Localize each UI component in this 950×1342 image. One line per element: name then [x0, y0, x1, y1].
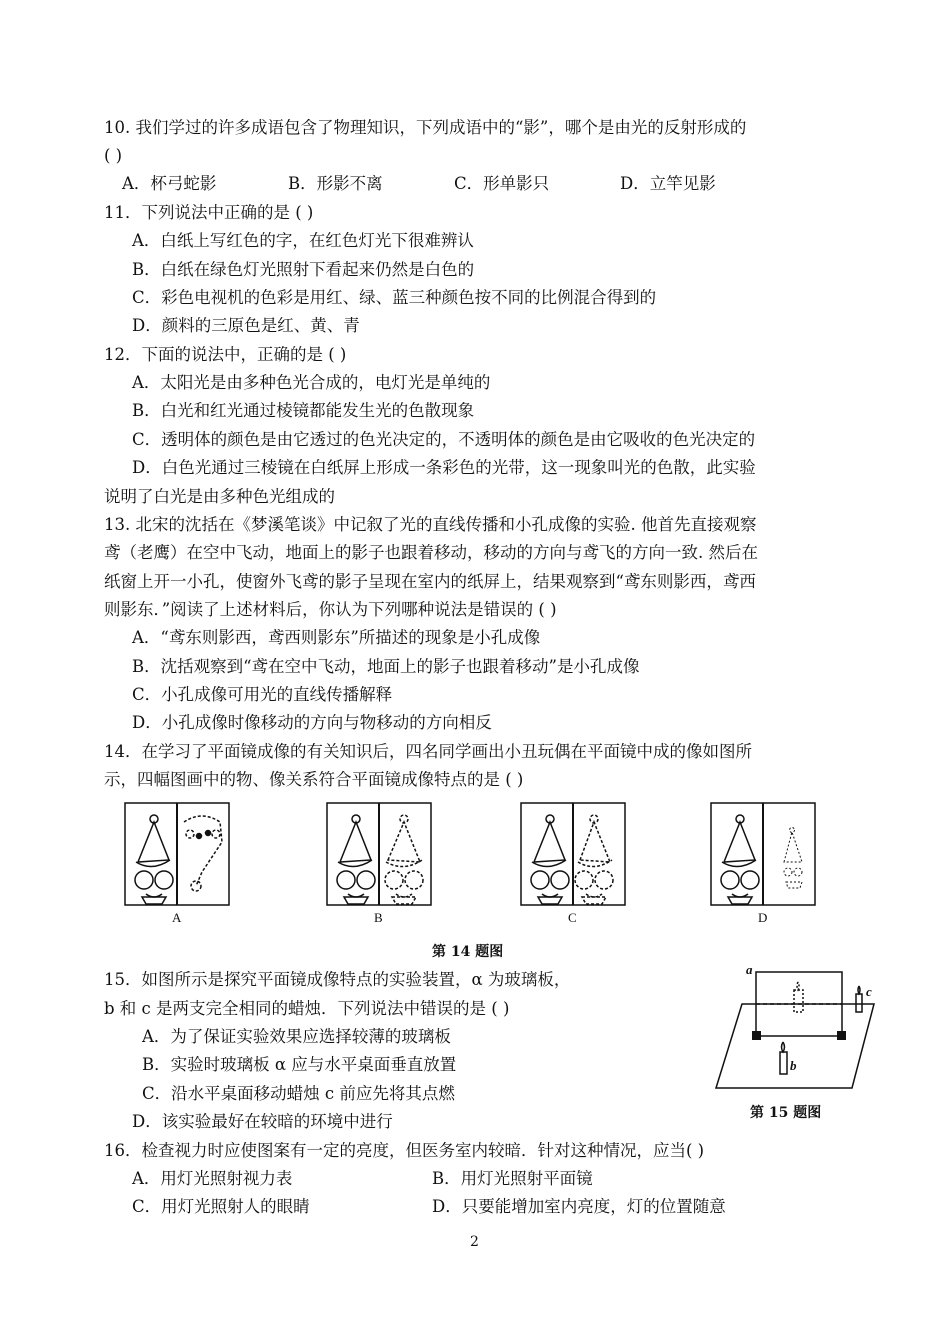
- q14-figure-c: [520, 802, 628, 908]
- q15-stem-line-1: 15．如图所示是探究平面镜成像特点的实验装置，α 为玻璃板，: [104, 970, 571, 989]
- q10-stem: 10. 我们学过的许多成语包含了物理知识，下列成语中的“影”，哪个是由光的反射形成的: [104, 118, 747, 137]
- q12-option-d: D．白色光通过三棱镜在白纸屏上形成一条彩色的光带，这一现象叫光的色散，此实验: [132, 458, 756, 477]
- q14-figure-b: [326, 802, 434, 908]
- q15-option-d: D．该实验最好在较暗的环境中进行: [132, 1112, 393, 1131]
- q10-option-a: A．杯弓蛇影: [122, 174, 217, 193]
- q10-option-c: C．形单影只: [454, 174, 550, 193]
- q14-label-d: D: [758, 910, 768, 925]
- q13-option-a: A．“鸢东则影西，鸢西则影东”所描述的现象是小孔成像: [132, 628, 541, 647]
- q13-option-c: C．小孔成像可用光的直线传播解释: [132, 685, 393, 704]
- q15-label-a: a: [746, 962, 753, 977]
- q15-caption: 第 15 题图: [750, 1105, 822, 1121]
- q10-option-b: B．形影不离: [288, 174, 383, 193]
- q14-label-b: B: [374, 910, 383, 925]
- q16-option-b: B．用灯光照射平面镜: [432, 1169, 593, 1188]
- q14-label-c: C: [568, 910, 577, 925]
- q11-option-d: D．颜料的三原色是红、黄、青: [132, 316, 360, 335]
- q12-stem: 12．下面的说法中，正确的是 ( ): [104, 345, 347, 364]
- q13-stem-line-2: 鸢（老鹰）在空中飞动，地面上的影子也跟着移动，移动的方向与鸢飞的方向一致. 然后在: [104, 543, 758, 562]
- q12-option-b: B．白光和红光通过棱镜都能发生光的色散现象: [132, 401, 475, 420]
- q14-stem-line-1: 14．在学习了平面镜成像的有关知识后，四名同学画出小丑玩偶在平面镜中成的像如图所: [104, 742, 752, 761]
- q15-option-b: B．实验时玻璃板 α 应与水平桌面垂直放置: [142, 1055, 457, 1074]
- q13-stem-line-4: 则影东．”阅读了上述材料后，你认为下列哪种说法是错误的 ( ): [104, 600, 557, 619]
- q14-caption: 第 14 题图: [432, 944, 504, 960]
- q13-stem-line-3: 纸窗上开一小孔，使窗外飞鸢的影子呈现在室内的纸屏上，结果观察到“鸢东则影西，鸢西: [104, 572, 756, 591]
- q14-figure-d: [710, 802, 818, 908]
- page-number: 2: [470, 1234, 479, 1250]
- q14-figure-a: [124, 802, 232, 908]
- q15-option-c: C．沿水平桌面移动蜡烛 c 前应先将其点燃: [142, 1084, 455, 1103]
- q12-option-d-continuation: 说明了白光是由多种色光组成的: [104, 487, 335, 506]
- q16-option-c: C．用灯光照射人的眼睛: [132, 1197, 310, 1216]
- q15-label-b: b: [790, 1058, 797, 1073]
- q14-label-a: A: [172, 910, 182, 925]
- q15-label-c: c: [866, 984, 872, 999]
- q14-stem-line-2: 示，四幅图画中的物、像关系符合平面镜成像特点的是 ( ): [104, 770, 524, 789]
- q11-option-c: C．彩色电视机的色彩是用红、绿、蓝三种颜色按不同的比例混合得到的: [132, 288, 657, 307]
- q12-option-c: C．透明体的颜色是由它透过的色光决定的，不透明体的颜色是由它吸收的色光决定的: [132, 430, 756, 449]
- q16-stem: 16．检查视力时应使图案有一定的亮度，但医务室内较暗．针对这种情况，应当( ): [104, 1141, 705, 1160]
- q15-option-a: A．为了保证实验效果应选择较薄的玻璃板: [142, 1027, 451, 1046]
- q13-option-d: D．小孔成像时像移动的方向与物移动的方向相反: [132, 713, 492, 732]
- q12-option-a: A．太阳光是由多种色光合成的，电灯光是单纯的: [132, 373, 491, 392]
- q10-option-d: D．立竿见影: [620, 174, 716, 193]
- q10-stem-bracket: ( ): [104, 146, 123, 165]
- q11-stem: 11．下列说法中正确的是 ( ): [104, 203, 314, 222]
- q11-option-b: B．白纸在绿色灯光照射下看起来仍然是白色的: [132, 260, 475, 279]
- q13-option-b: B．沈括观察到“鸢在空中飞动，地面上的影子也跟着移动”是小孔成像: [132, 657, 640, 676]
- q13-stem-line-1: 13. 北宋的沈括在《梦溪笔谈》中记叙了光的直线传播和小孔成像的实验. 他首先直接观察: [104, 515, 757, 534]
- q16-option-a: A．用灯光照射视力表: [132, 1169, 293, 1188]
- q15-stem-line-2: b 和 c 是两支完全相同的蜡烛．下列说法中错误的是 ( ): [104, 999, 510, 1018]
- q11-option-a: A．白纸上写红色的字，在红色灯光下很难辨认: [132, 231, 474, 250]
- q16-option-d: D．只要能增加室内亮度，灯的位置随意: [432, 1197, 726, 1216]
